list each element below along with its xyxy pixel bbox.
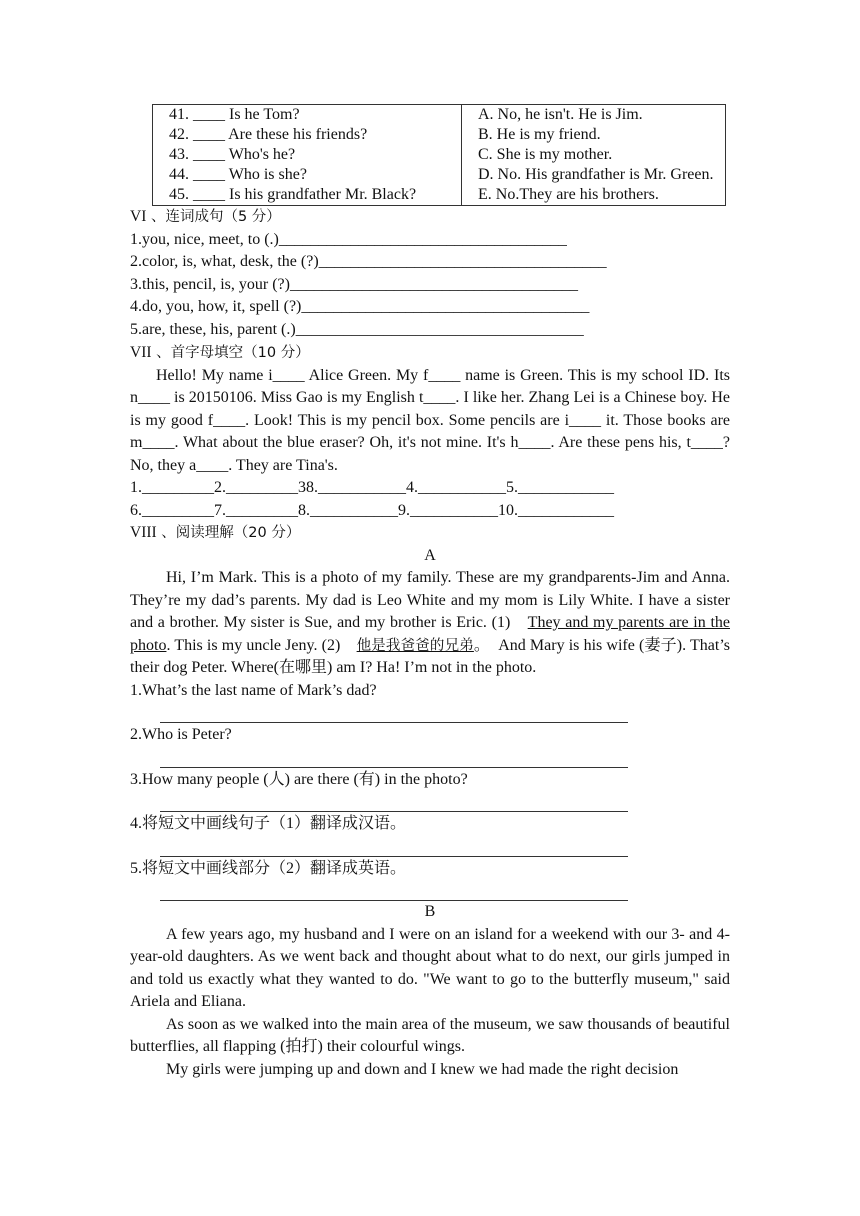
passage-text: 。 And Mary is his wife (妻子). That’s their dog Peter. Where(在哪里) am I? Ha! I’m not in the photo. <box>130 636 730 676</box>
section-8 <box>130 522 730 1081</box>
section-number: VI <box>130 208 147 225</box>
section-title: 、连词成句（5 分） <box>146 209 281 225</box>
match-question: 41. ____ Is he Tom? <box>169 106 300 123</box>
match-answer: C. She is my mother. <box>478 146 613 163</box>
sentence-item: 3.this, pencil, is, your (?)____________________________________ <box>130 275 578 293</box>
passage-text: Hi, I’m Mark. This is a photo of my family. These are my grandparents-Jim and Anna. They’re my dad’s parents. My dad is Leo White and my mom is Lily White. I have a sister and a brother. My sister is Sue, and my brother is Eric. (1) <box>130 569 730 631</box>
section-heading <box>130 342 730 365</box>
match-answer: B. He is my friend. <box>478 126 601 143</box>
passage-b-paragraph: My girls were jumping up and down and I knew we had made the right decision <box>166 1060 679 1078</box>
cloze-paragraph: Hello! My name i____ Alice Green. My f____ name is Green. This is my school ID. Its n____ is 20150106. Miss Gao is my English t____. I like her. Zhang Lei is a Chinese boy. He is my good f____. Look! This is my pencil box. Some pencils are i____ it. Those books are m____. What about the blue eraser? Oh, it's not mine. It's h____. Are these pens his, t____? No, they a____. They are Tina's. <box>130 366 730 474</box>
section-7 <box>130 342 730 522</box>
reading-question: 3.How many people (人) are there (有) in the photo? <box>130 770 468 788</box>
section-number: VIII <box>130 524 157 541</box>
match-answer: D. No. His grandfather is Mr. Green. <box>478 166 714 183</box>
sentence-item: 2.color, is, what, desk, the (?)____________________________________ <box>130 253 607 270</box>
reading-question: 2.Who is Peter? <box>130 726 232 743</box>
blank-row: 1._________2._________38.___________4.___________5.____________ <box>130 479 614 496</box>
passage-a-text <box>130 567 730 680</box>
passage-text: . This is my uncle Jeny. (2) <box>166 636 357 654</box>
answer-line[interactable] <box>160 836 628 857</box>
answer-line[interactable] <box>160 702 628 723</box>
underlined-phrase-2: 他是我爸爸的兄弟 <box>356 637 474 654</box>
passage-label: A <box>424 546 436 564</box>
match-answer: A. No, he isn't. He is Jim. <box>478 106 643 123</box>
match-question: 43. ____ Who's he? <box>169 146 296 163</box>
answer-line[interactable] <box>160 880 628 901</box>
passage-b-paragraph: As soon as we walked into the main area of the museum, we saw thousands of beautiful butterflies, all flapping (拍打) their colourful wings. <box>130 1015 730 1055</box>
passage-label: B <box>424 903 436 920</box>
section-title: 、阅读理解（20 分） <box>156 525 301 541</box>
answer-line[interactable] <box>160 747 628 768</box>
matching-table <box>152 104 726 206</box>
reading-question: 5.将短文中画线部分（2）翻译成英语。 <box>130 859 407 877</box>
section-heading <box>130 522 730 545</box>
section-heading <box>130 206 730 229</box>
section-6 <box>130 206 730 341</box>
section-number: VII <box>130 344 152 361</box>
match-question: 42. ____ Are these his friends? <box>169 126 368 143</box>
match-question: 45. ____ Is his grandfather Mr. Black? <box>169 186 417 203</box>
sentence-item: 4.do, you, how, it, spell (?)____________________________________ <box>130 298 590 315</box>
section-title: 、首字母填空（10 分） <box>151 345 310 361</box>
underlined-sentence-1: They and my parents are in the photo <box>130 614 730 654</box>
answer-column <box>462 105 726 206</box>
answer-line[interactable] <box>160 791 628 812</box>
blank-row: 6._________7._________8.___________9.___________10.____________ <box>130 501 614 519</box>
match-answer: E. No.They are his brothers. <box>478 186 659 203</box>
match-question: 44. ____ Who is she? <box>169 166 307 183</box>
reading-question: 1.What’s the last name of Mark’s dad? <box>130 681 377 699</box>
reading-question: 4.将短文中画线句子（1）翻译成汉语。 <box>130 815 407 832</box>
sentence-item: 1.you, nice, meet, to (.)____________________________________ <box>130 230 567 248</box>
passage-b-paragraph: A few years ago, my husband and I were on an island for a weekend with our 3- and 4-year-old daughters. As we went back and thought about what to do next, our girls jumped in and told us exactly what they wanted to do. "We want to go to the butterfly museum," said Ariela and Eliana. <box>130 925 730 1010</box>
sentence-item: 5.are, these, his, parent (.)____________________________________ <box>130 320 584 338</box>
question-column <box>153 105 462 206</box>
